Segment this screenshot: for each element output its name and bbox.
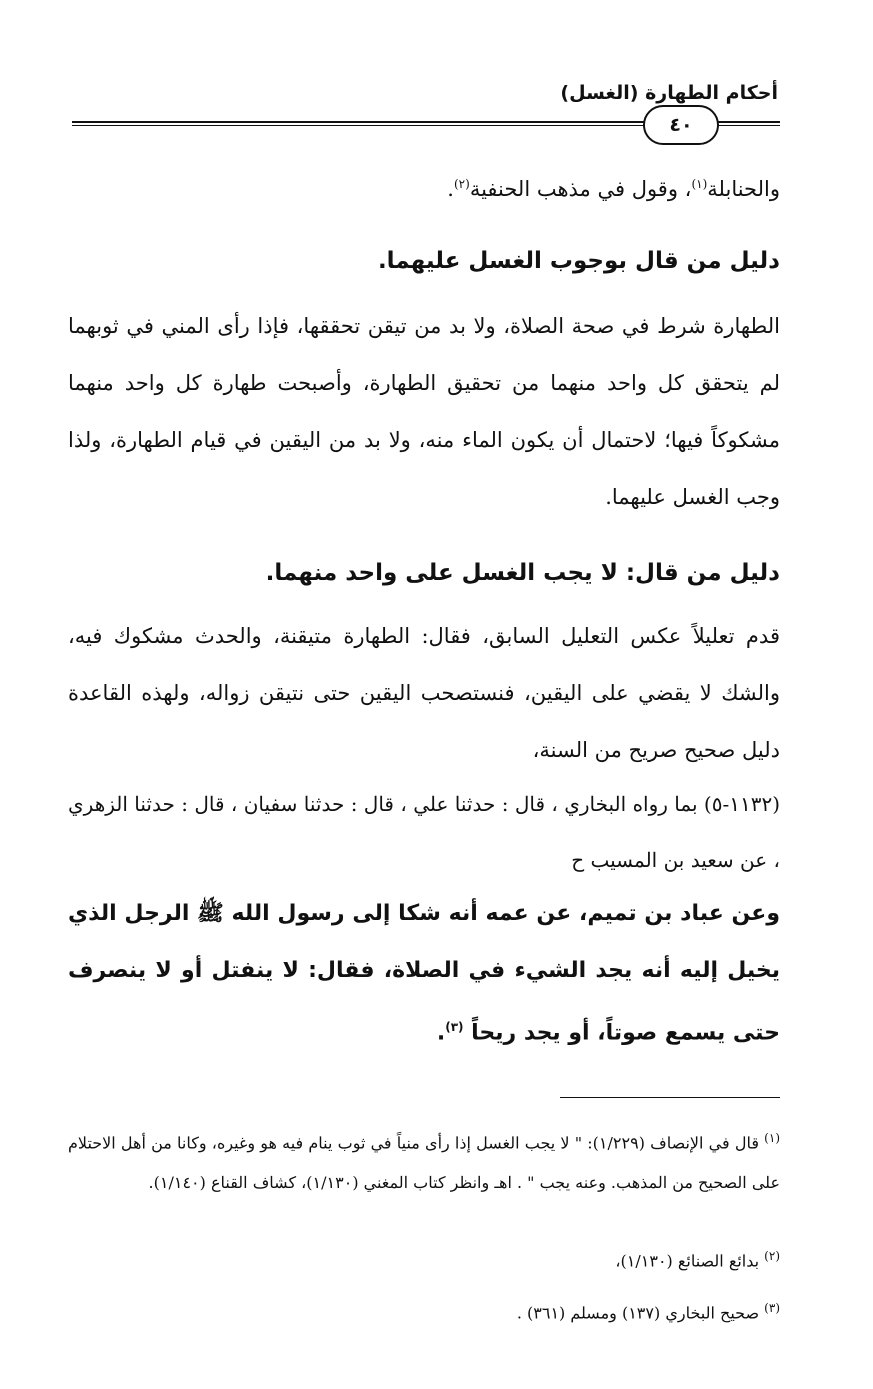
running-header-title: أحكام الطهارة (الغسل) bbox=[560, 82, 778, 104]
section2-paragraph: قدم تعليلاً عكس التعليل السابق، فقال: الطهارة متيقنة، والحدث مشكوك فيه، والشك لا يقضي على اليقين، فنستصحب اليقين حتى نتيقن زواله، ولهذه القاعدة دليل صحيح صريح من السنة، bbox=[68, 624, 780, 762]
footnote-ref-1[interactable]: (١) bbox=[691, 177, 708, 191]
footnote-ref-3[interactable]: (٣) bbox=[445, 1020, 464, 1034]
section1-heading: دليل من قال بوجوب الغسل عليهما. bbox=[377, 248, 780, 274]
intro-text-c: . bbox=[447, 177, 454, 201]
hadith-body: وعن عباد بن تميم، عن عمه أنه شكا إلى رسول الله ﷺ الرجل الذي يخيل إليه أنه يجد الشيء في الصلاة، فقال: لا ينفتل أو لا ينصرف حتى يسمع صوتاً، أو يجد ريحاً bbox=[68, 901, 780, 1046]
footnote-1-marker: (١) bbox=[764, 1131, 780, 1145]
footnote-1 bbox=[68, 1118, 780, 1203]
footnote-3-marker: (٣) bbox=[764, 1301, 780, 1315]
hadith-end: . bbox=[436, 1020, 446, 1046]
footnote-2-marker: (٢) bbox=[764, 1249, 780, 1263]
footnote-3 bbox=[517, 1288, 780, 1333]
footnote-3-text: صحيح البخاري (١٣٧) ومسلم (٣٦١) . bbox=[516, 1303, 760, 1323]
hadith-chain: (١١٣٢-٥) بما رواه البخاري ، قال : حدثنا علي ، قال : حدثنا سفيان ، قال : حدثنا الزهري ، عن سعيد بن المسيب ح bbox=[68, 792, 780, 872]
intro-text-b: ، وقول في مذهب الحنفية bbox=[469, 177, 692, 201]
page-number-badge bbox=[643, 105, 719, 145]
section1-paragraph: الطهارة شرط في صحة الصلاة، ولا بد من تيقن تحققها، فإذا رأى المني في ثوبهما لم يتحقق كل واحد منهما من تحقيق الطهارة، وأصبحت طهارة كل واحد منهما مشكوكاً فيها؛ لاحتمال أن يكون الماء منه، ولا بد من اليقين في قيام الطهارة، ولذا وجب الغسل عليهما. bbox=[68, 314, 780, 509]
page-number: ٤٠ bbox=[669, 114, 693, 136]
hadith-text bbox=[68, 885, 780, 1061]
intro-line bbox=[68, 156, 780, 218]
intro-text-a: والحنابلة bbox=[707, 177, 780, 201]
footnote-ref-2[interactable]: (٢) bbox=[453, 177, 470, 191]
footnote-2-text: بدائع الصنائع (١/١٣٠)، bbox=[615, 1251, 760, 1271]
section2-heading: دليل من قال: لا يجب الغسل على واحد منهما. bbox=[265, 560, 780, 586]
footnote-1-text: قال في الإنصاف (١/٢٢٩): " لا يجب الغسل إذا رأى منياً في ثوب ينام فيه هو وغيره، وكانا من أهل الاحتلام على الصحيح من المذهب. وعنه يجب " . اهـ وانظر كتاب المغني (١/١٣٠)، كشاف القناع (١/١٤٠). bbox=[68, 1133, 780, 1193]
footnote-2 bbox=[615, 1236, 780, 1281]
footnote-rule bbox=[560, 1097, 780, 1098]
